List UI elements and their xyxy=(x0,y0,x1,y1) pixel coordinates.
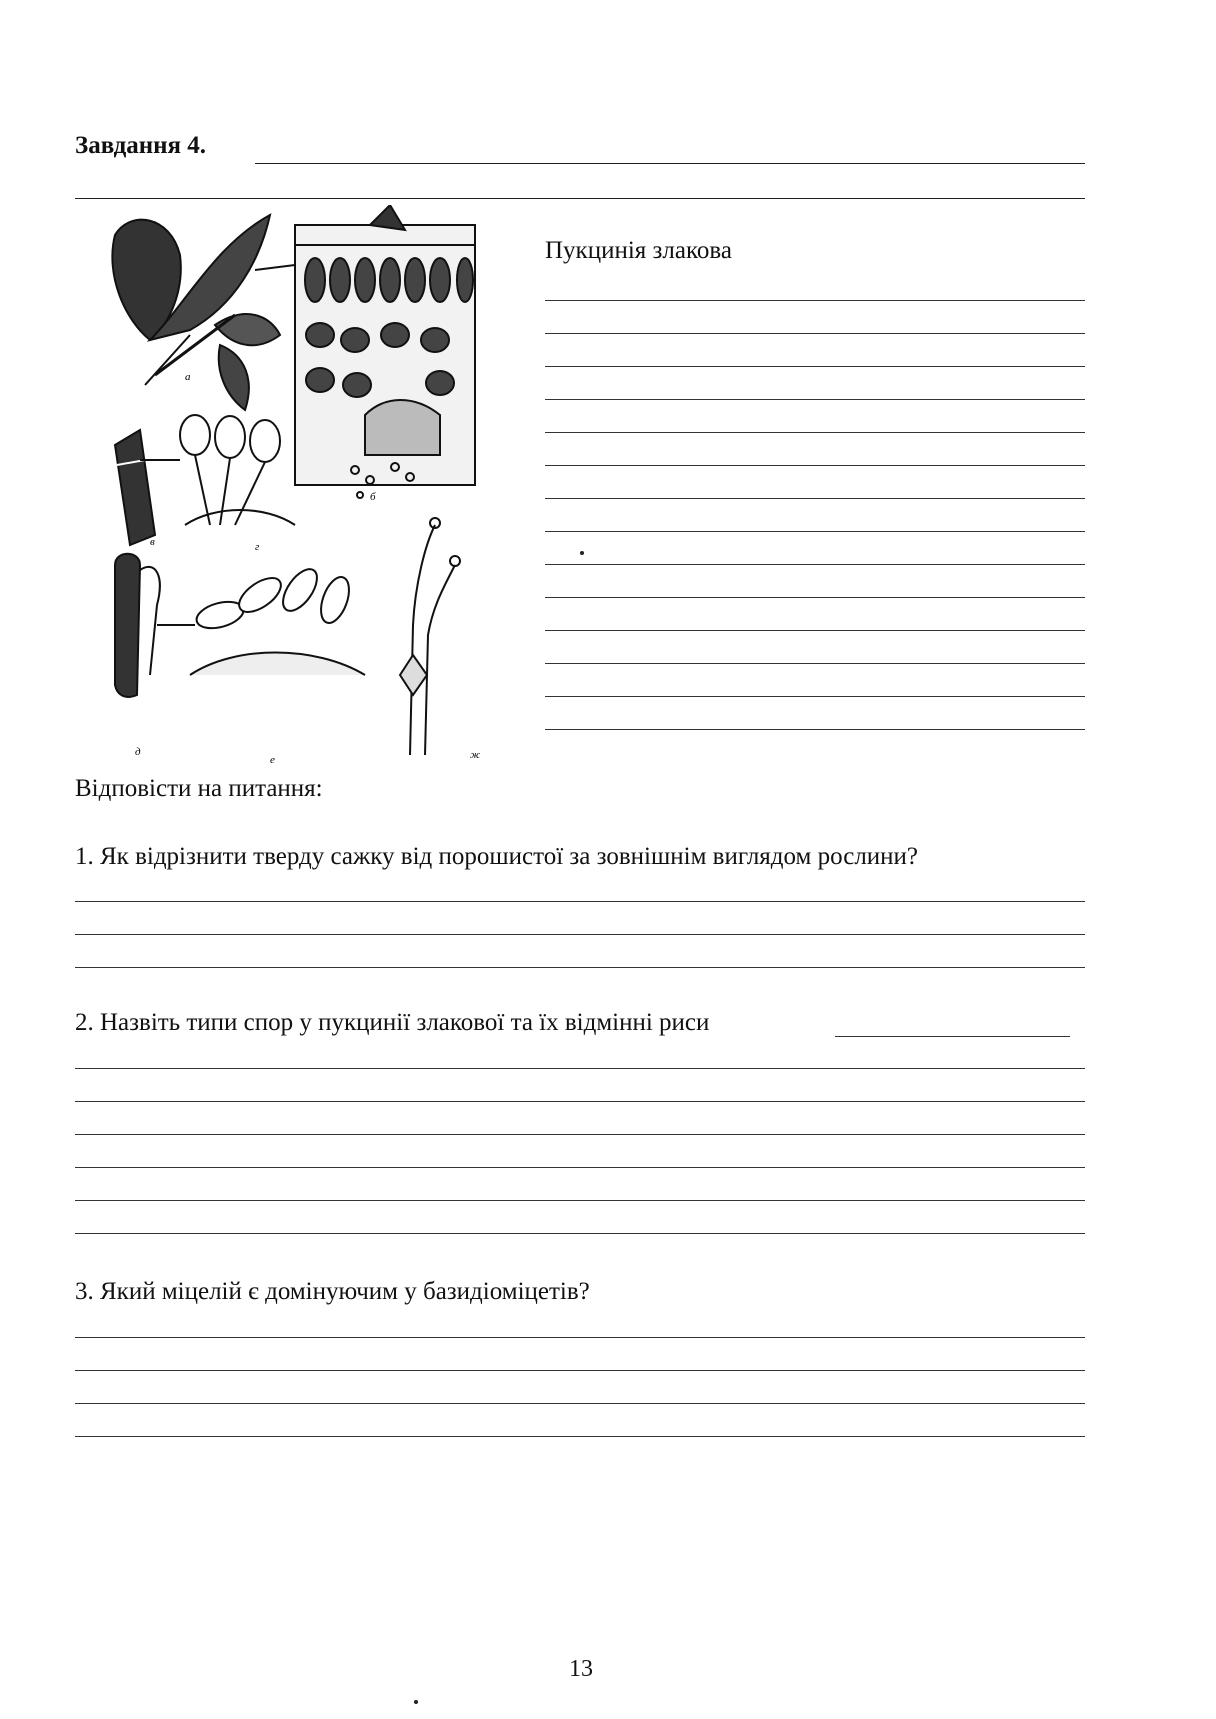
task-title: Завдання 4. xyxy=(75,132,207,159)
figure-letter-6: е xyxy=(270,754,275,765)
species-answer-line[interactable] xyxy=(545,399,1085,400)
q1-answer-line[interactable] xyxy=(75,934,1085,935)
aeciospores-drawing xyxy=(190,563,365,675)
figure-letter-3: в xyxy=(150,536,155,548)
q1-answer-line[interactable] xyxy=(75,967,1085,968)
species-label: Пукцинія злакова xyxy=(545,237,732,264)
page-number: 13 xyxy=(569,1656,593,1682)
q2-answer-line[interactable] xyxy=(75,1200,1085,1201)
species-answer-line[interactable] xyxy=(545,432,1085,433)
figure-letter-5: д xyxy=(135,746,141,758)
figure-letter-7: ж xyxy=(470,749,481,761)
species-answer-line[interactable] xyxy=(545,333,1085,334)
figure-letter-4: г xyxy=(255,541,260,553)
basidium-drawing xyxy=(400,518,460,755)
species-answer-line[interactable] xyxy=(545,630,1085,631)
task-title-underline xyxy=(255,163,1085,164)
q3-answer-line[interactable] xyxy=(75,1436,1085,1437)
species-answer-line[interactable] xyxy=(545,498,1085,499)
q2-answer-line[interactable] xyxy=(75,1101,1085,1102)
species-answer-line[interactable] xyxy=(545,366,1085,367)
species-answer-line[interactable] xyxy=(545,663,1085,664)
species-answer-line[interactable] xyxy=(545,564,1085,565)
question-3: 3. Який міцелій є домінуючим у базидіоміцетів? xyxy=(75,1278,590,1305)
figure-letter-1: а xyxy=(185,371,191,383)
q3-answer-line[interactable] xyxy=(75,1403,1085,1404)
q1-answer-line[interactable] xyxy=(75,901,1085,902)
puccinia-illustration xyxy=(95,205,520,765)
species-answer-line[interactable] xyxy=(545,597,1085,598)
question-2: 2. Назвіть типи спор у пукцинії злакової та їх відмінні риси xyxy=(75,1009,710,1036)
leaf-cross-section-drawing xyxy=(255,205,475,498)
q2-answer-line[interactable] xyxy=(75,1134,1085,1135)
question-1: 1. Як відрізнити тверду сажку від порошистої за зовнішнім виглядом рослини? xyxy=(75,843,919,870)
stray-dot xyxy=(414,1700,418,1704)
species-answer-line[interactable] xyxy=(545,465,1085,466)
teliospores-drawing xyxy=(180,415,295,525)
task-full-line xyxy=(75,198,1085,199)
q2-answer-line[interactable] xyxy=(75,1068,1085,1069)
answer-section-label: Відповісти на питання: xyxy=(75,775,323,802)
q2-answer-line[interactable] xyxy=(75,1167,1085,1168)
q3-answer-line[interactable] xyxy=(75,1370,1085,1371)
stem-with-pustules-drawing xyxy=(115,430,180,545)
q2-answer-line[interactable] xyxy=(75,1233,1085,1234)
stray-dot xyxy=(580,551,584,555)
spike-drawing xyxy=(115,554,195,697)
species-answer-line[interactable] xyxy=(545,531,1085,532)
species-answer-line[interactable] xyxy=(545,300,1085,301)
q2-inline-answer-line[interactable] xyxy=(835,1036,1070,1037)
figure-letter-2: б xyxy=(370,491,376,503)
plant-leaves-drawing xyxy=(112,215,280,410)
q3-answer-line[interactable] xyxy=(75,1337,1085,1338)
species-answer-line[interactable] xyxy=(545,729,1085,730)
species-answer-line[interactable] xyxy=(545,696,1085,697)
